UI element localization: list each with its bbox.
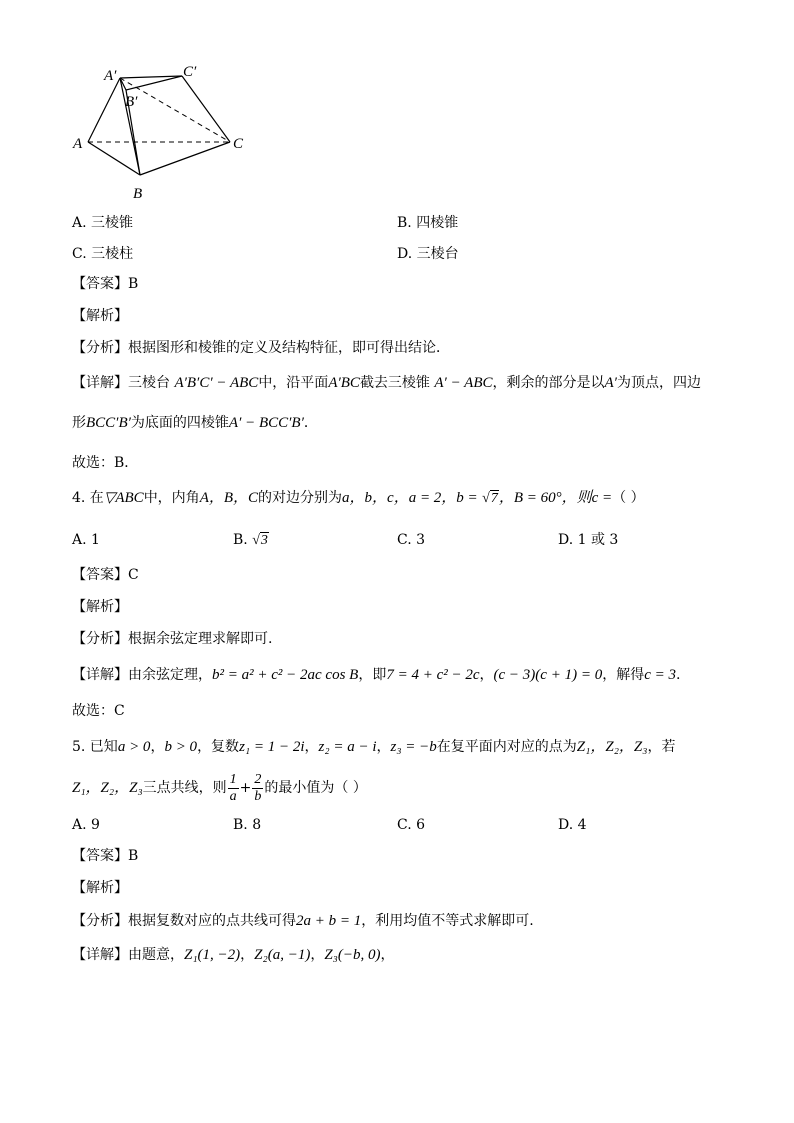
edge-aa1 (88, 78, 120, 142)
math-expr: Z₁，Z₂，Z₃ (576, 739, 648, 755)
math-expr: Z₁(1, −2) (184, 947, 241, 963)
stem-text: ， (376, 739, 391, 755)
stem-text: 在复平面内对应的点为 (436, 739, 577, 755)
q4-option-a: A. 1 (72, 532, 100, 548)
stem-text: ，复数 (197, 739, 240, 755)
answer-value: B (128, 848, 139, 864)
detail-text: 由题意， (128, 947, 184, 963)
fenxi-tag: 【分析】 (72, 631, 128, 647)
numerator: 2 (254, 771, 262, 787)
q5-detail-line (72, 945, 395, 965)
q4-analysis-tag: 【解析】 (72, 599, 128, 615)
detail-text: ， (240, 947, 255, 963)
sqrt-seven: √7 (482, 491, 498, 506)
edge-ab (88, 142, 140, 175)
detail-text: 为底面的四棱锥 (130, 415, 229, 431)
q5-option-a: A. 9 (72, 817, 100, 833)
radicand: 3 (260, 533, 268, 548)
answer-value: B (128, 276, 139, 292)
stem-text: 的最小值为（ ） (264, 780, 367, 796)
fenxi-text: 根据复数对应的点共线可得 (128, 913, 296, 929)
math-expr: A′ (604, 375, 617, 391)
math-expr: Z₁，Z₂，Z₃ (72, 780, 143, 796)
detail-text: 中，沿平面 (258, 375, 329, 391)
q5-stem-line-1 (72, 737, 675, 757)
q4-fenxi-line (72, 629, 272, 649)
q3-analysis-tag: 【解析】 (72, 308, 128, 324)
detail-tag: 【详解】 (72, 667, 128, 683)
fenxi-text: ，利用均值不等式求解即可. (361, 913, 534, 929)
denominator: b (254, 788, 262, 804)
q5-option-c: C. 6 (397, 817, 426, 833)
detail-text: ，即 (358, 667, 387, 683)
math-expr: Z₂(a, −1) (254, 947, 311, 963)
q5-fenxi-line (72, 911, 534, 931)
math-expr: c = 3 (644, 667, 676, 683)
q3-option-d: D. 三棱台 (397, 246, 459, 262)
detail-text: 截去三棱锥 (359, 375, 430, 391)
edge-a1b (120, 78, 140, 175)
math-expr: A′ − ABC (434, 375, 493, 391)
stem-text: 三点共线，则 (142, 780, 227, 796)
option-label: B. (233, 532, 248, 548)
math-expr: A′BC (328, 375, 360, 391)
math-expr: ▽ABC (103, 490, 144, 506)
q3-detail-line-2 (72, 413, 318, 433)
edge-a1c-hidden (120, 78, 230, 142)
stem-text: ，若 (647, 739, 676, 755)
fenxi-text: 根据余弦定理求解即可. (128, 631, 273, 647)
detail-text: . (675, 667, 681, 683)
answer-tag: 【答案】 (72, 848, 128, 864)
fenxi-tag: 【分析】 (72, 340, 128, 356)
detail-text: ， (380, 947, 395, 963)
plus-sign: + (239, 780, 252, 796)
label-c-prime: C′ (183, 64, 197, 80)
detail-text: ，解得 (602, 667, 645, 683)
detail-tag: 【详解】 (72, 947, 128, 963)
numerator: 1 (229, 771, 237, 787)
edge-bc (140, 142, 230, 175)
label-c: C (233, 136, 244, 152)
q5-stem-line-2 (72, 770, 367, 806)
stem-text: 的对边分别为 (258, 490, 343, 506)
fraction-two-over-b (252, 772, 263, 805)
math-expr: a，b，c，a = 2，b = (342, 490, 478, 506)
detail-text: 由余弦定理， (128, 667, 212, 683)
answer-tag: 【答案】 (72, 567, 128, 583)
math-expr: z₁ = 1 − 2i (239, 739, 305, 755)
label-a: A (73, 136, 83, 152)
frustum-figure (70, 60, 260, 205)
math-expr: A，B，C (199, 490, 259, 506)
answer-value: C (128, 567, 139, 583)
math-expr: c = (591, 490, 613, 506)
q5-option-d: D. 4 (558, 817, 587, 833)
math-expr: z₂ = a − i (318, 739, 377, 755)
q4-choose: 故选：C (72, 703, 125, 719)
edge-cc1 (182, 76, 230, 142)
fenxi-text: 根据图形和棱锥的定义及结构特征，即可得出结论． (128, 340, 450, 356)
detail-text: 为顶点，四边 (616, 375, 701, 391)
q3-option-a: A. 三棱锥 (72, 215, 134, 231)
math-expr: a > 0 (117, 739, 151, 755)
stem-text: ， (150, 739, 165, 755)
q4-option-c: C. 3 (397, 532, 426, 548)
math-expr: (c − 3)(c + 1) = 0 (493, 667, 603, 683)
q3-choose: 故选：B． (72, 455, 139, 471)
radicand: 7 (490, 491, 498, 506)
q4-answer-line (72, 565, 139, 585)
stem-text: 5. 已知 (72, 739, 118, 755)
detail-text: ， (479, 667, 494, 683)
q4-detail-line (72, 665, 680, 685)
detail-text: ，剩余的部分是以 (492, 375, 605, 391)
detail-tag: 【详解】 (72, 375, 128, 391)
q3-detail-line-1 (72, 373, 701, 393)
q3-option-c: C. 三棱柱 (72, 246, 134, 262)
q5-analysis-tag: 【解析】 (72, 880, 128, 896)
label-b-prime: B′ (125, 94, 138, 110)
fenxi-tag: 【分析】 (72, 913, 128, 929)
q3-fenxi-line (72, 338, 450, 358)
math-expr: 7 = 4 + c² − 2c (386, 667, 480, 683)
answer-tag: 【答案】 (72, 276, 128, 292)
math-expr: b² = a² + c² − 2ac cos B (212, 667, 359, 683)
edge-a1c1 (120, 76, 182, 78)
sqrt-three: √3 (252, 533, 268, 548)
detail-text: 形 (72, 415, 86, 431)
detail-text: ． (303, 415, 318, 431)
math-expr: A′B′C′ − ABC (174, 375, 259, 391)
q4-option-b (233, 530, 269, 551)
q4-option-d: D. 1 或 3 (558, 532, 619, 548)
math-expr: z₃ = −b (390, 739, 437, 755)
detail-text: 三棱台 (128, 375, 170, 391)
math-expr: BCC′B′ (86, 415, 131, 431)
math-expr: 2a + b = 1 (296, 913, 362, 929)
stem-text: 4. 在 (72, 490, 104, 506)
label-b: B (133, 186, 143, 202)
label-a-prime: A′ (104, 68, 117, 84)
q4-stem (72, 488, 645, 509)
stem-text: （ ） (612, 490, 645, 506)
q5-answer-line (72, 846, 138, 866)
math-expr: Z₃(−b, 0) (324, 947, 381, 963)
math-expr: A′ − BCC′B′ (228, 415, 304, 431)
denominator: a (229, 788, 237, 804)
q5-option-b: B. 8 (233, 817, 262, 833)
fraction-one-over-a (228, 772, 239, 805)
detail-text: ， (310, 947, 325, 963)
q3-answer-line (72, 274, 138, 294)
q3-option-b: B. 四棱锥 (397, 215, 459, 231)
stem-text: ， (304, 739, 319, 755)
stem-text: 中，内角 (143, 490, 200, 506)
math-expr: b > 0 (164, 739, 198, 755)
math-expr: ，B = 60°，则 (498, 490, 592, 506)
